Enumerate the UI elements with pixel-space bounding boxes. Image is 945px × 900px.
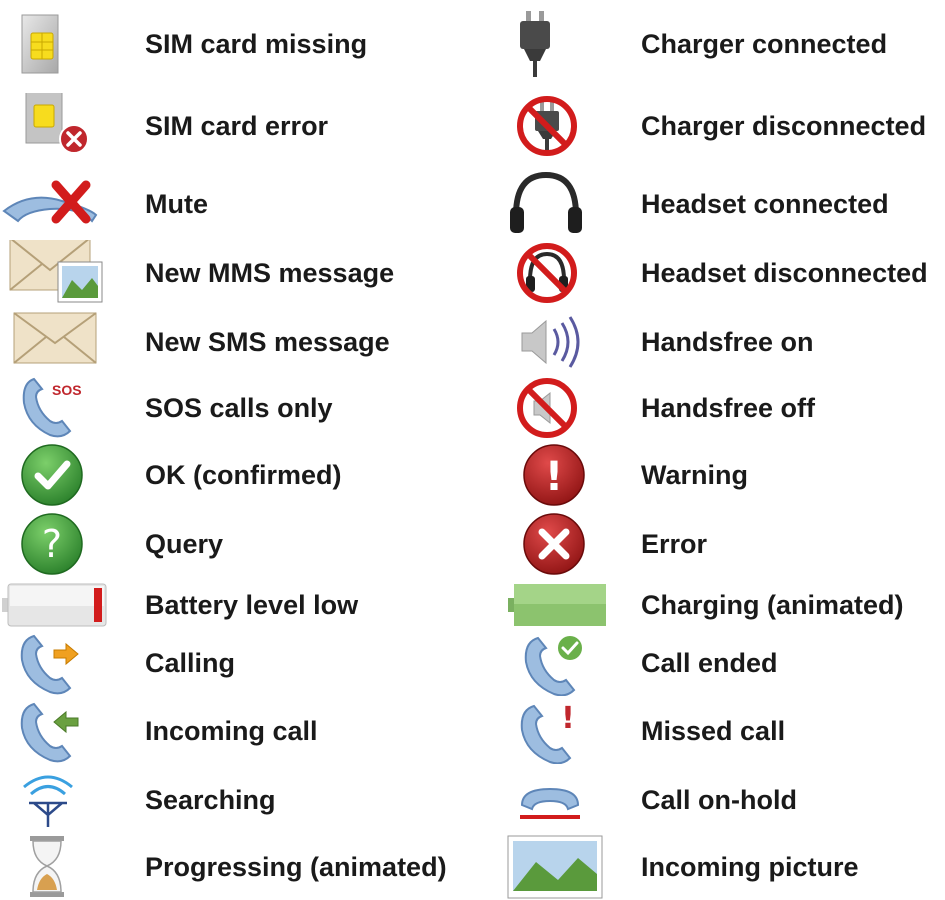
legend-label: Warning xyxy=(641,460,748,490)
legend-row xyxy=(500,442,945,508)
legend-label: Query xyxy=(145,529,224,559)
legend-row xyxy=(0,767,470,833)
legend-label: SOS calls only xyxy=(145,393,333,423)
legend-row xyxy=(0,309,470,375)
legend-label: Charger disconnected xyxy=(641,111,927,141)
legend-row xyxy=(500,11,945,77)
legend-row xyxy=(0,240,470,306)
legend-label: Missed call xyxy=(641,716,786,746)
mute-icon xyxy=(0,171,110,237)
sos-phone-icon xyxy=(0,375,110,441)
legend-label: Incoming call xyxy=(145,716,318,746)
call-hold-icon xyxy=(500,767,610,833)
legend-label: New SMS message xyxy=(145,327,390,357)
legend-row xyxy=(0,11,470,77)
legend-row xyxy=(0,375,470,441)
error-icon xyxy=(500,511,610,577)
legend-row xyxy=(500,511,945,577)
legend-label: Handsfree off xyxy=(641,393,816,423)
signal-search-icon xyxy=(0,767,110,833)
legend-row xyxy=(0,572,470,638)
phone-incoming-icon xyxy=(0,698,110,764)
legend-label: Handsfree on xyxy=(641,327,814,357)
legend-label: Mute xyxy=(145,189,208,219)
legend-row xyxy=(0,93,470,159)
legend-label: Progressing (animated) xyxy=(145,852,447,882)
plug-disconnected-icon xyxy=(500,93,610,159)
picture-icon xyxy=(500,834,610,900)
speaker-off-icon xyxy=(500,375,610,441)
legend-label: Searching xyxy=(145,785,276,815)
legend-label: Error xyxy=(641,529,708,559)
legend-row xyxy=(500,767,945,833)
svg-text:SOS: SOS xyxy=(52,382,82,398)
legend-row xyxy=(0,171,470,237)
legend-label: Charging (animated) xyxy=(641,590,904,620)
legend-row xyxy=(500,375,945,441)
svg-text:!: ! xyxy=(544,454,564,500)
legend-row xyxy=(500,630,945,696)
plug-icon xyxy=(500,11,610,77)
legend-label: Incoming picture xyxy=(641,852,859,882)
question-icon xyxy=(0,511,110,577)
missed-call-icon xyxy=(500,698,610,764)
legend-label: Charger connected xyxy=(641,29,888,59)
legend-row xyxy=(500,171,945,237)
battery-charging-icon xyxy=(500,572,610,638)
battery-low-icon xyxy=(0,572,110,638)
legend-label: OK (confirmed) xyxy=(145,460,342,490)
legend-label: Headset connected xyxy=(641,189,889,219)
legend-row xyxy=(500,698,945,764)
sms-message-icon xyxy=(0,309,110,375)
sim-card-icon xyxy=(0,11,110,77)
phone-outgoing-icon xyxy=(0,630,110,696)
legend-label: SIM card missing xyxy=(145,29,368,59)
legend-row xyxy=(0,698,470,764)
legend-row xyxy=(0,511,470,577)
legend-label: Calling xyxy=(145,648,236,678)
legend-row xyxy=(0,834,470,900)
checkmark-icon xyxy=(0,442,110,508)
legend-label: Call ended xyxy=(641,648,778,678)
legend-label: SIM card error xyxy=(145,111,329,141)
sim-card-error-icon xyxy=(0,93,110,159)
legend-row xyxy=(0,630,470,696)
hourglass-icon xyxy=(0,834,110,900)
legend-row xyxy=(500,572,945,638)
legend-row xyxy=(500,93,945,159)
speaker-icon xyxy=(500,309,610,375)
legend-label: Battery level low xyxy=(145,590,359,620)
legend-row xyxy=(500,309,945,375)
svg-text:!: ! xyxy=(561,701,575,736)
mms-message-icon xyxy=(0,240,110,306)
warning-icon xyxy=(500,442,610,508)
call-ended-icon xyxy=(500,630,610,696)
legend-label: New MMS message xyxy=(145,258,395,288)
svg-text:?: ? xyxy=(41,522,63,566)
headset-disconnected-icon xyxy=(500,240,610,306)
legend-row xyxy=(500,240,945,306)
legend-row xyxy=(0,442,470,508)
legend-row xyxy=(500,834,945,900)
legend-label: Headset disconnected xyxy=(641,258,928,288)
headset-icon xyxy=(500,171,610,237)
legend-label: Call on-hold xyxy=(641,785,797,815)
